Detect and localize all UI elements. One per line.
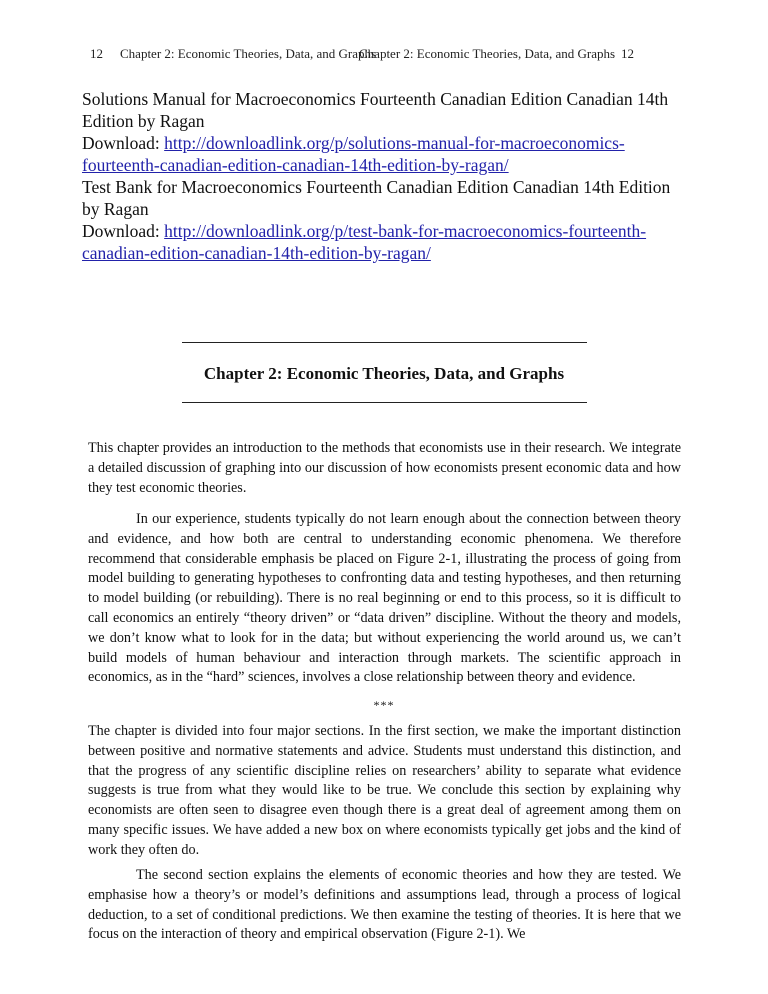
testbank-download-label: Download: [82,221,165,241]
sections-text: The chapter is divided into four major sections. In the first section, we make the important distinction between positive and normative statements and advice. Students must understand this distinction, and that the progress of any scientific discipline relies on researchers’ ability to separate what evidence suggests is true from what they would like to be true. We conclude this section by explaining why economists are often seen to disagree even though there is a great deal of agreement among them on many specific issues. We have added a new box on where economists typically get jobs and the kind of work they often do. [88,723,681,858]
right-page-number: 12 [621,46,634,61]
download-promo [82,88,692,264]
solutions-download-label: Download: [82,133,165,153]
solutions-download-line [82,132,692,176]
right-running-title: Chapter 2: Economic Theories, Data, and Graphs [359,46,616,61]
intro-paragraph [88,439,681,498]
second-section-text: The second section explains the elements of economic theories and how they are tested. We emphasise how a theory’s or model’s definitions and assumptions lead, through a process of logical deduction, to a set of conditional predictions. We then examine the testing of theories. It is here that we focus on the interaction of theory and empirical observation (Figure 2-1). We [88,867,681,943]
sections-paragraph [88,722,681,861]
section-separator: *** [373,698,395,712]
bottom-divider [182,402,587,403]
solutions-manual-title: Solutions Manual for Macroeconomics Fourteenth Canadian Edition Canadian 14th Edition by Ragan [82,89,669,131]
testbank-download-link[interactable]: http://downloadlink.org/p/test-bank-for-macroeconomics-fourteenth-canadian-edition-canadian-14th-edition-by-ragan/ [82,221,647,263]
experience-text: In our experience, students typically do not learn enough about the connection between theory and evidence, and how both are central to understanding economic phenomena. We therefore recommend that considerable emphasis be placed on Figure 2-1, illustrating the process of going from model building to generating hypotheses to confronting data and testing hypotheses, and then returning to model building (or rebuilding). There is no real beginning or end to this process, so it is difficult to call economics an entirely “theory driven” or “data driven” discipline. Without the theory and models, we don’t know what to look for in the data; but without experiencing the world around us, we can’t build models of human behaviour and interaction through markets. The scientific approach in economics, as in the “hard” sciences, involves a close relationship between theory and evidence. [88,511,681,686]
solutions-download-link[interactable]: http://downloadlink.org/p/solutions-manual-for-macroeconomics-fourteenth-canadian-edition-canadian-14th-edition-by-ragan/ [82,133,625,175]
intro-text: This chapter provides an introduction to the methods that economists use in their research. We integrate a detailed discussion of graphing into our discussion of how economists present economic data and how they test economic theories. [88,440,681,496]
testbank-download-line [82,220,692,264]
left-running-title: Chapter 2: Economic Theories, Data, and Graphs [120,46,377,61]
second-section-paragraph [88,866,681,945]
test-bank-title: Test Bank for Macroeconomics Fourteenth Canadian Edition Canadian 14th Edition by Ragan [82,177,671,219]
experience-paragraph [88,510,681,688]
left-page-number: 12 [90,46,103,61]
top-divider [182,342,587,343]
chapter-title: Chapter 2: Economic Theories, Data, and Graphs [203,364,565,383]
